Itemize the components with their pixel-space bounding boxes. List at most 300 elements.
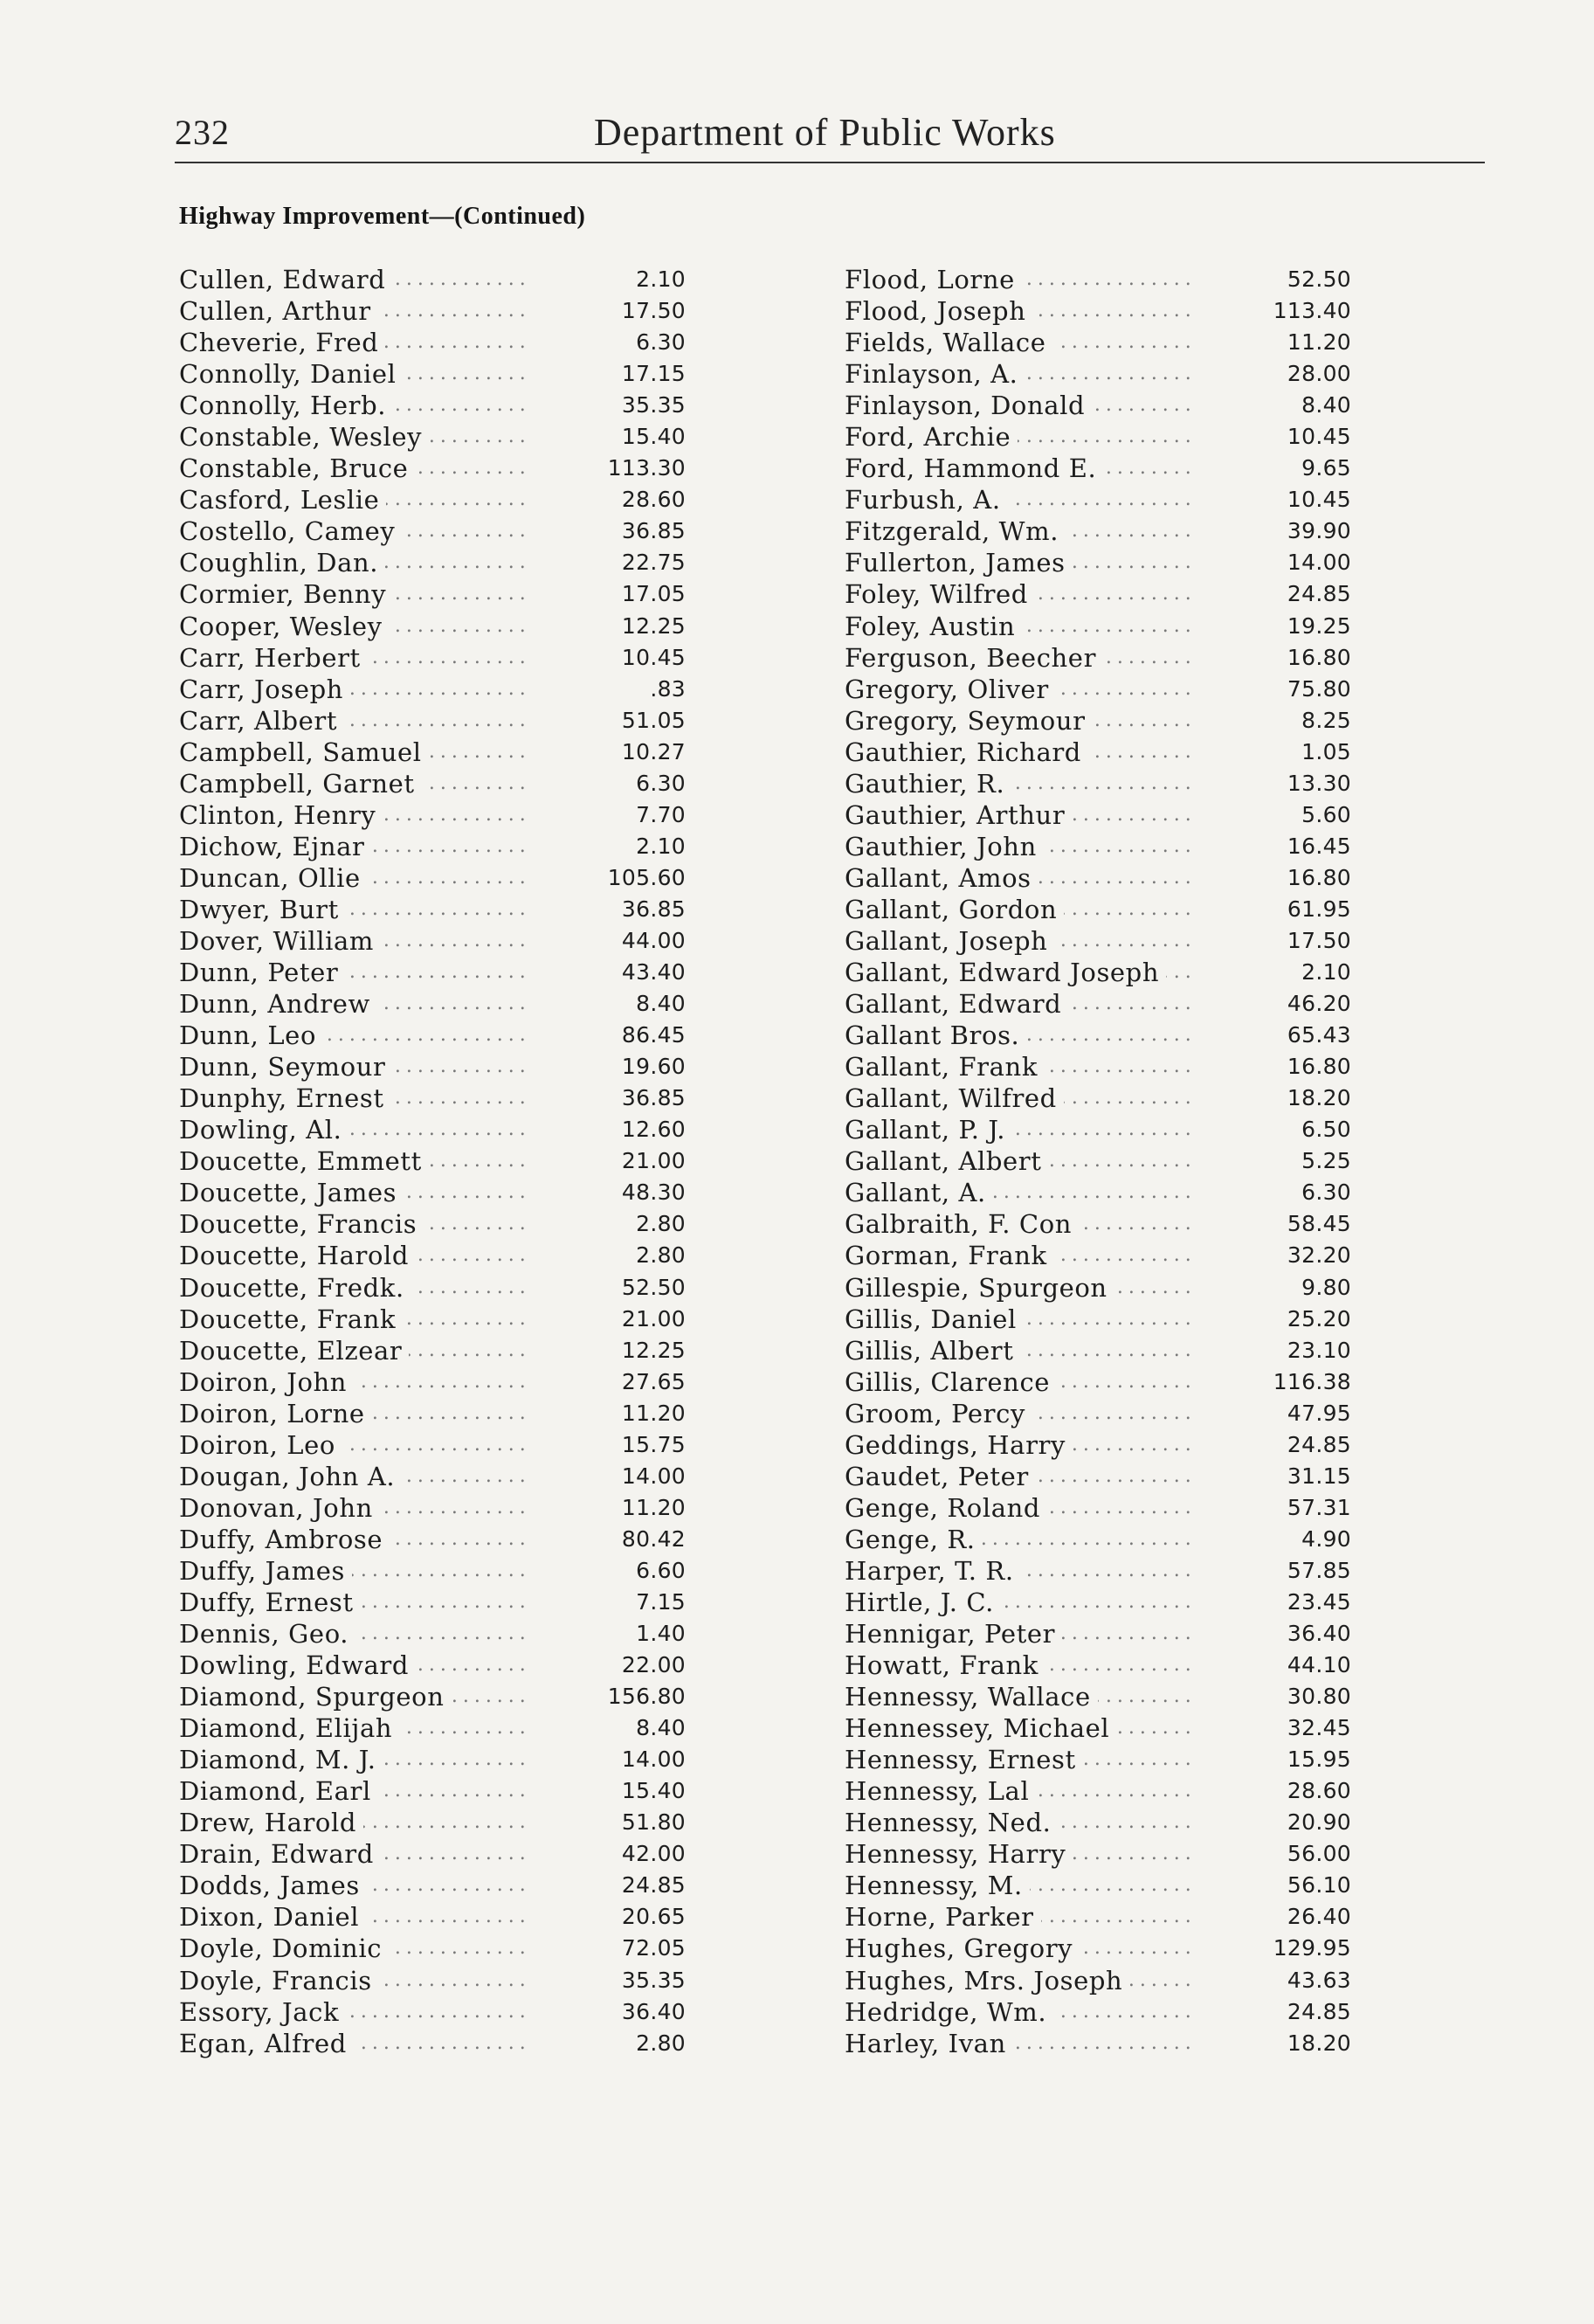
payment-amount: 56.00 [1287,1841,1351,1867]
payee-name: Carr, Albert [179,705,344,737]
list-item [179,1051,686,1082]
payee-name: Duffy, Ernest [179,1587,361,1618]
list-item [179,515,686,547]
list-item [845,1177,1351,1208]
payment-amount: 32.20 [1287,1242,1351,1269]
payee-name: Genge, R. [845,1524,983,1555]
list-item [179,1082,686,1114]
list-item [179,957,686,988]
payment-amount: 113.40 [1273,298,1351,324]
list-item [845,264,1351,295]
payment-amount: 4.90 [1301,1525,1351,1552]
payment-amount: 2.80 [636,2030,686,2056]
list-item [845,453,1351,484]
payee-name: Genge, Roland [845,1492,1047,1524]
payee-name: Dougan, John A. [179,1461,402,1492]
list-item [845,674,1351,705]
payment-amount: 8.40 [636,1715,686,1741]
payment-amount: 57.85 [1287,1557,1351,1583]
payee-name: Furbush, A. [845,484,1008,515]
list-item [179,1965,686,1996]
list-item [179,768,686,799]
list-item [179,799,686,831]
payment-amount: 22.75 [621,550,686,576]
payment-amount: 20.90 [1287,1809,1351,1836]
payment-amount: 86.45 [621,1022,686,1048]
payee-name: Geddings, Harry [845,1429,1073,1461]
payee-name: Gallant, Edward Joseph [845,957,1166,988]
payment-amount: 8.40 [1301,392,1351,418]
payee-name: Gregory, Oliver [845,674,1056,705]
payment-amount: 13.30 [1287,770,1351,796]
list-item [179,1461,686,1492]
list-item [179,1240,686,1271]
payee-name: Dodds, James [179,1870,367,1901]
payment-amount: 24.85 [621,1872,686,1899]
payee-name: Gallant, Amos [845,862,1039,894]
list-item [179,547,686,578]
payment-amount: 15.40 [621,424,686,450]
payment-amount: 11.20 [621,1400,686,1426]
list-item [845,988,1351,1020]
list-item [179,484,686,515]
payee-name: Galbraith, F. Con [845,1208,1079,1240]
list-item [845,390,1351,421]
payee-name: Dunn, Leo [179,1020,323,1051]
payee-name: Dowling, Al. [179,1114,348,1145]
payment-amount: 17.05 [621,581,686,607]
payment-amount: 6.30 [1301,1179,1351,1206]
payee-name: Finlayson, Donald [845,390,1092,421]
list-item [179,1870,686,1901]
payment-amount: 10.45 [621,644,686,670]
payment-amount: 7.70 [636,801,686,827]
list-item [179,1020,686,1051]
list-item [845,768,1351,799]
list-item [179,862,686,894]
list-item [179,1618,686,1650]
payee-name: Gallant, Joseph [845,925,1054,957]
list-item [845,957,1351,988]
payment-amount: 6.50 [1301,1117,1351,1143]
payment-amount: 35.35 [621,392,686,418]
payee-name: Gallant, A. [845,1177,993,1208]
list-item [845,1461,1351,1492]
payee-name: Hennessy, M. [845,1870,1030,1901]
list-item [845,1681,1351,1712]
list-item [179,1429,686,1461]
payment-amount: 44.10 [1287,1652,1351,1678]
payment-amount: 30.80 [1287,1684,1351,1710]
list-item [845,1492,1351,1524]
list-item [179,642,686,674]
payee-name: Hennessy, Harry [845,1838,1073,1870]
list-item [845,1208,1351,1240]
list-item [179,2028,686,2059]
payment-amount: .83 [650,675,686,702]
list-item [845,1272,1351,1304]
payment-amount: 47.95 [1287,1400,1351,1426]
list-item [179,988,686,1020]
list-item [845,578,1351,610]
payee-name: Carr, Herbert [179,642,368,674]
payee-name: Cooper, Wesley [179,611,390,642]
payment-amount: 21.00 [621,1305,686,1331]
payee-name: Campbell, Garnet [179,768,422,799]
payment-amount: 17.50 [621,298,686,324]
list-item [845,1429,1351,1461]
payee-name: Flood, Joseph [845,295,1033,327]
payee-name: Gorman, Frank [845,1240,1054,1271]
payment-amount: 105.60 [607,864,686,890]
list-item [179,1901,686,1933]
payment-amount: 36.85 [621,1085,686,1111]
payment-amount: 1.05 [1301,738,1351,764]
payee-name: Dennis, Geo. [179,1618,355,1650]
payee-name: Flood, Lorne [845,264,1022,295]
payment-amount: 8.25 [1301,707,1351,733]
payment-amount: 5.25 [1301,1148,1351,1174]
payment-amount: 36.40 [621,1998,686,2024]
list-item [845,1838,1351,1870]
payee-name: Egan, Alfred [179,2028,354,2059]
payment-amount: 116.38 [1273,1368,1351,1394]
payee-name: Duncan, Ollie [179,862,368,894]
payment-amount: 6.30 [636,770,686,796]
payee-name: Doucette, James [179,1177,404,1208]
payee-name: Dixon, Daniel [179,1901,366,1933]
list-item [179,1398,686,1429]
payment-amount: 10.45 [1287,424,1351,450]
payment-amount: 2.10 [636,266,686,292]
payment-amount: 31.15 [1287,1463,1351,1489]
payee-name: Dichow, Ejnar [179,831,372,862]
list-item [845,705,1351,737]
payee-name: Duffy, Ambrose [179,1524,390,1555]
list-item [179,421,686,453]
payment-amount: 2.10 [636,833,686,859]
payee-name: Horne, Parker [845,1901,1041,1933]
payee-name: Casford, Leslie [179,484,386,515]
list-item [845,831,1351,862]
list-item [845,1712,1351,1744]
list-item [845,1870,1351,1901]
payee-name: Hirtle, J. C. [845,1587,1001,1618]
payee-name: Finlayson, A. [845,358,1025,390]
payment-amount: 36.85 [621,896,686,922]
payment-amount: 129.95 [1273,1935,1351,1961]
payee-name: Doucette, Frank [179,1304,403,1335]
payment-amount: 58.45 [1287,1211,1351,1237]
list-item [845,295,1351,327]
payee-name: Cullen, Edward [179,264,392,295]
list-item [179,1335,686,1366]
payment-amount: 52.50 [621,1274,686,1300]
payee-name: Diamond, M. J. [179,1744,383,1775]
payment-amount: 14.00 [1287,550,1351,576]
list-item [845,1744,1351,1775]
list-item [179,1304,686,1335]
list-item [845,1901,1351,1933]
payment-amount: 18.20 [1287,2030,1351,2056]
list-item [845,1145,1351,1177]
running-head: Department of Public Works [594,111,1056,154]
payment-amount: 80.42 [621,1525,686,1552]
list-item [845,1965,1351,1996]
payment-amount: 16.80 [1287,644,1351,670]
payment-amount: 32.45 [1287,1715,1351,1741]
payee-name: Doiron, John [179,1366,354,1398]
payee-name: Gallant, P. J. [845,1114,1012,1145]
list-item [179,831,686,862]
payee-name: Hughes, Mrs. Joseph [845,1965,1129,1996]
payee-name: Doiron, Lorne [179,1398,372,1429]
payee-name: Drew, Harold [179,1807,363,1838]
payee-name: Dunn, Seymour [179,1051,392,1082]
payee-name: Diamond, Earl [179,1775,378,1807]
payee-name: Gregory, Seymour [845,705,1093,737]
payee-name: Constable, Wesley [179,421,429,453]
payee-name: Gallant, Gordon [845,894,1064,925]
payment-amount: 24.85 [1287,1998,1351,2024]
payment-amount: 14.00 [621,1746,686,1773]
payment-amount: 15.75 [621,1431,686,1457]
list-item [845,1335,1351,1366]
list-item [845,1304,1351,1335]
payment-amount: 9.80 [1301,1274,1351,1300]
list-item [845,1082,1351,1114]
payee-name: Dowling, Edward [179,1650,416,1681]
payment-amount: 6.60 [636,1557,686,1583]
payee-name: Cormier, Benny [179,578,393,610]
list-item [179,1587,686,1618]
payment-amount: 28.60 [621,487,686,513]
list-item [845,611,1351,642]
payee-name: Dunphy, Ernest [179,1082,391,1114]
payment-amount: 113.30 [607,455,686,481]
list-item [179,1838,686,1870]
payment-amount: 43.63 [1287,1967,1351,1993]
list-item [845,1114,1351,1145]
list-item [845,799,1351,831]
section-title: Highway Improvement—(Continued) [179,203,586,230]
list-item [845,737,1351,768]
payee-name: Drain, Edward [179,1838,381,1870]
list-item [845,1996,1351,2028]
payee-name: Connolly, Daniel [179,358,404,390]
list-item [179,1524,686,1555]
payment-amount: 57.31 [1287,1494,1351,1520]
payee-name: Dunn, Peter [179,957,345,988]
payee-name: Ferguson, Beecher [845,642,1103,674]
list-item [845,1555,1351,1587]
list-item [179,1272,686,1304]
payee-name: Foley, Wilfred [845,578,1035,610]
list-item [179,611,686,642]
list-item [845,358,1351,390]
payment-amount: 19.60 [621,1054,686,1080]
list-item [179,894,686,925]
payment-amount: 48.30 [621,1179,686,1206]
payee-name: Coughlin, Dan. [179,547,385,578]
payee-name: Gaudet, Peter [845,1461,1036,1492]
payment-amount: 27.65 [621,1368,686,1394]
payee-name: Gauthier, Richard [845,737,1088,768]
payment-amount: 61.95 [1287,896,1351,922]
payment-amount: 6.30 [636,329,686,356]
payee-name: Doyle, Dominic [179,1933,389,1964]
list-item [845,1524,1351,1555]
payee-name: Hughes, Gregory [845,1933,1080,1964]
payment-amount: 17.15 [621,361,686,387]
payment-amount: 2.80 [636,1211,686,1237]
payment-amount: 15.40 [621,1778,686,1804]
payee-name: Gallant, Edward [845,988,1068,1020]
list-item [845,642,1351,674]
payee-name: Dover, William [179,925,381,957]
list-item [179,453,686,484]
payment-amount: 10.45 [1287,487,1351,513]
payee-name: Hennessy, Ned. [845,1807,1058,1838]
list-item [845,1933,1351,1964]
payment-amount: 36.85 [621,518,686,544]
list-item [179,1807,686,1838]
payment-amount: 11.20 [1287,329,1351,356]
payee-name: Harley, Ivan [845,2028,1013,2059]
payment-amount: 156.80 [607,1684,686,1710]
payee-name: Cheverie, Fred [179,327,385,358]
payment-amount: 18.20 [1287,1085,1351,1111]
payee-name: Hennigar, Peter [845,1618,1062,1650]
payee-name: Gallant Bros. [845,1020,1026,1051]
payee-name: Gauthier, Arthur [845,799,1072,831]
list-item [845,1020,1351,1051]
payment-amount: 15.95 [1287,1746,1351,1773]
list-item [845,1807,1351,1838]
payment-amount: 25.20 [1287,1305,1351,1331]
list-item [179,1650,686,1681]
payee-name: Doiron, Leo [179,1429,342,1461]
payment-amount: 43.40 [621,959,686,986]
payee-name: Harper, T. R. [845,1555,1021,1587]
payee-name: Hennessey, Michael [845,1712,1116,1744]
list-item [845,547,1351,578]
payment-amount: 28.00 [1287,361,1351,387]
payee-name: Gallant, Wilfred [845,1082,1064,1114]
list-item [845,1618,1351,1650]
payment-amount: 19.25 [1287,612,1351,639]
payment-amount: 28.60 [1287,1778,1351,1804]
payment-amount: 12.25 [621,1337,686,1363]
payment-amount: 21.00 [621,1148,686,1174]
payee-name: Gillis, Clarence [845,1366,1057,1398]
payment-amount: 2.10 [1301,959,1351,986]
payment-amount: 17.50 [1287,927,1351,953]
payee-name: Campbell, Samuel [179,737,429,768]
payee-name: Gauthier, John [845,831,1044,862]
payment-amount: 12.60 [621,1117,686,1143]
list-item [179,1744,686,1775]
payment-amount: 39.90 [1287,518,1351,544]
payment-amount: 16.45 [1287,833,1351,859]
payment-amount: 7.15 [636,1588,686,1615]
list-item [179,674,686,705]
list-item [845,1366,1351,1398]
payment-amount: 2.80 [636,1242,686,1269]
header-rule [175,162,1485,163]
list-item [179,578,686,610]
payment-amount: 23.45 [1287,1588,1351,1615]
payee-name: Dwyer, Burt [179,894,346,925]
list-item [179,1996,686,2028]
payment-amount: 8.40 [636,991,686,1017]
list-item [179,705,686,737]
list-item [845,1650,1351,1681]
list-item [179,925,686,957]
payee-name: Doucette, Francis [179,1208,424,1240]
payment-amount: 24.85 [1287,581,1351,607]
payee-name: Diamond, Spurgeon [179,1681,452,1712]
list-item [179,358,686,390]
list-item [179,1177,686,1208]
payee-name: Doucette, Harold [179,1240,416,1271]
list-item [845,862,1351,894]
payment-amount: 46.20 [1287,991,1351,1017]
payment-amount: 12.25 [621,612,686,639]
payment-amount: 56.10 [1287,1872,1351,1899]
payee-name: Doucette, Emmett [179,1145,429,1177]
list-item [179,1366,686,1398]
payment-amount: 26.40 [1287,1904,1351,1930]
payment-amount: 16.80 [1287,1054,1351,1080]
list-item [179,295,686,327]
payee-name: Ford, Archie [845,421,1018,453]
payee-name: Doyle, Francis [179,1965,379,1996]
list-item [179,264,686,295]
payment-amount: 35.35 [621,1967,686,1993]
list-item [179,1555,686,1587]
list-item [845,515,1351,547]
payment-amount: 9.65 [1301,455,1351,481]
payee-name: Hedridge, Wm. [845,1996,1053,2028]
payment-amount: 65.43 [1287,1022,1351,1048]
list-item [845,1587,1351,1618]
payee-name: Fields, Wallace [845,327,1053,358]
payee-name: Ford, Hammond E. [845,453,1103,484]
list-item [845,1775,1351,1807]
payee-name: Duffy, James [179,1555,352,1587]
payee-name: Foley, Austin [845,611,1022,642]
payee-name: Gallant, Albert [845,1145,1049,1177]
payee-name: Constable, Bruce [179,453,415,484]
payee-name: Essory, Jack [179,1996,346,2028]
payee-name: Hennessy, Wallace [845,1681,1098,1712]
list-item [179,1933,686,1964]
list-item [845,894,1351,925]
payee-name: Gallant, Frank [845,1051,1045,1082]
payment-amount: 51.80 [621,1809,686,1836]
right-column [845,264,1351,2059]
payee-name: Costello, Camey [179,515,402,547]
list-item [845,327,1351,358]
list-item [845,421,1351,453]
list-item [845,484,1351,515]
payee-name: Groom, Percy [845,1398,1032,1429]
list-item [179,1114,686,1145]
list-item [845,1398,1351,1429]
payee-name: Fitzgerald, Wm. [845,515,1066,547]
payee-name: Dunn, Andrew [179,988,377,1020]
